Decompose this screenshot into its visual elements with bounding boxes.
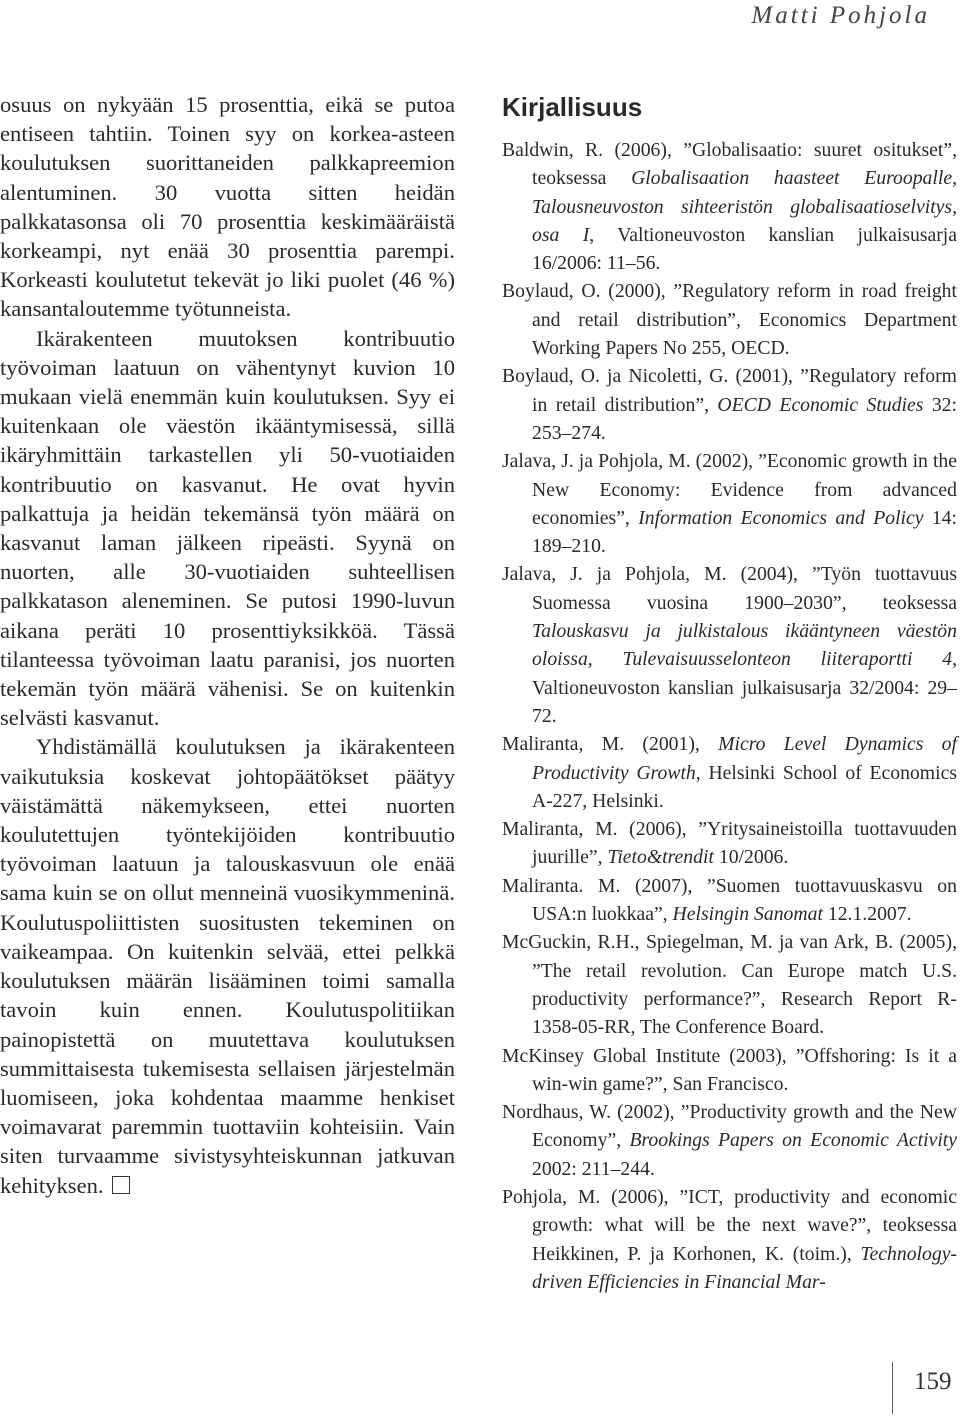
reference-title: Globalisaation haasteet Euroopalle, Talousneuvoston sihteeristön globalisaatioselvitys, osa I (532, 167, 957, 246)
body-text-column (0, 90, 455, 1200)
reference-text: McKinsey Global Institute (2003), ”Offshoring: Is it a win-win game?”, San Francisco. (502, 1044, 957, 1095)
reference-text-end: 32: 253–274. (532, 393, 957, 444)
reference-text: Boylaud, O. ja Nicoletti, G. (2001), ”Regulatory reform in retail distribution”, (502, 365, 957, 416)
reference-item (502, 362, 957, 447)
reference-text: Pohjola, M. (2006), ”ICT, productivity and economic growth: what will be the next wave?”, teoksessa Heikkinen, P. ja Korhonen, K. (toim.), (502, 1185, 957, 1265)
reference-item (502, 872, 957, 929)
running-head: Matti Pohjola (751, 2, 930, 29)
reference-title: Tieto&trendit (607, 846, 714, 869)
reference-item (502, 447, 957, 560)
body-paragraph (0, 732, 455, 1199)
reference-text: Baldwin, R. (2006), ”Globalisaatio: suuret ositukset”, teoksessa (502, 139, 957, 190)
reference-item (502, 1098, 957, 1183)
reference-text-end: , Helsinki School of Economics A-227, Helsinki. (532, 761, 957, 812)
body-paragraph-text: Yhdistämällä koulutuksen ja ikärakenteen vaikutuksia koskevat johtopäätökset päätyy väistämättä näkemykseen, ettei nuorten koulutettujen työntekijöiden kontribuutio työvoiman laatuun ja talouskasvuun ole enää sama kuin se on ollut menneinä vuosikymmeninä. Koulutuspoliittisten suositusten tekeminen on vaikeampaa. On kuitenkin selvää, ettei pelkkä koulutuksen määrän lisääminen toimi samalla tavoin kuin ennen. Koulutuspolitiikan painopistettä on muutettava koulutuksen summittaisesta tukemisesta sellaisen järjestelmän luomiseen, joka kohdentaa maamme henkiset voimavarat paremmin tuottaviin kohteisiin. Vain siten turvaamme sivistysyhteiskunnan jatkuvan kehityksen. (0, 734, 455, 1198)
reference-title: Talouskasvu ja julkistalous ikääntyneen väestön oloissa, Tulevaisuusselonteon liiteraportti 4 (532, 620, 957, 671)
reference-title: OECD Economic Studies (717, 393, 924, 416)
reference-item (502, 560, 957, 730)
reference-text: Jalava, J. ja Pohjola, M. (2002), ”Economic growth in the New Economy: Evidence from advanced economies”, (502, 450, 957, 529)
reference-text: Maliranta, M. (2001), (502, 733, 719, 756)
reference-title: Technology-driven Efficiencies in Financial Mar- (532, 1242, 957, 1293)
reference-title: Brookings Papers on Economic Activity (629, 1129, 957, 1152)
reference-item (502, 277, 957, 362)
reference-text-end: , Valtioneuvoston kanslian julkaisusarja 32/2004: 29–72. (532, 648, 957, 727)
reference-title: Micro Level Dynamics of Productivity Growth (532, 733, 957, 784)
reference-text: Boylaud, O. (2000), ”Regulatory reform in road freight and retail distribution”, Economics Department Working Papers No 255, OECD. (502, 280, 957, 360)
reference-item (502, 136, 957, 277)
reference-text-end: 12.1.2007. (822, 903, 912, 926)
reference-title: Information Economics and Policy (638, 506, 924, 529)
body-paragraph: Ikärakenteen muutoksen kontribuutio työvoiman laatuun on vähentynyt kuvion 10 mukaan vielä enemmän kuin koulutuksen. Syy ei kuitenkaan ole väestön ikääntymisessä, sillä ikäryhmittäin tarkastellen yli 50-vuotiaiden kontribuutio on kasvanut. He ovat hyvin palkattuja ja heidän tekemänsä työn määrä on kasvanut laman jälkeen ripeästi. Syynä on nuorten, alle 30-vuotiaiden suhteellisen palkkatason aleneminen. Se putosi 1990-luvun aikana peräti 10 prosenttiyksikköä. Tässä tilanteessa työvoiman laatu paranisi, jos nuorten tekemän työn määrä vähenisi. Se on kuitenkin selvästi kasvanut. (0, 325, 455, 731)
page-number-divider (892, 1362, 893, 1414)
references-column (502, 90, 957, 1296)
reference-item (502, 815, 957, 872)
reference-text: Maliranta. M. (2007), ”Suomen tuottavuuskasvu on USA:n luokkaa”, (502, 874, 957, 926)
reference-item (502, 928, 957, 1041)
reference-text-end: 14: 189–210. (532, 506, 957, 558)
reference-item (502, 1183, 957, 1296)
reference-title: Helsingin Sanomat (672, 903, 823, 926)
reference-text: Nordhaus, W. (2002), ”Productivity growth and the New Economy”, (502, 1101, 957, 1152)
end-of-article-square-icon (112, 1176, 130, 1194)
reference-text: Maliranta, M. (2006), ”Yritysaineistoilla tuottavuuden juurille”, (502, 818, 957, 869)
reference-text-end: 2002: 211–244. (532, 1157, 655, 1180)
reference-text-end: 10/2006. (713, 846, 789, 869)
page-number: 159 (914, 1368, 952, 1395)
reference-item (502, 730, 957, 815)
references-heading: Kirjallisuus (502, 92, 643, 122)
reference-item (502, 1042, 957, 1099)
body-paragraph: osuus on nykyään 15 prosenttia, eikä se putoa entiseen tahtiin. Toinen syy on korkea-asteen koulutuksen suorittaneiden palkkapreemion alentuminen. 30 vuotta sitten heidän palkkatasonsa oli 70 prosenttia keskimääräistä korkeampi, nyt enää 30 prosenttia parempi. Korkeasti koulutetut tekevät jo liki puolet (46 %) kansantaloutemme työtunneista. (0, 92, 455, 322)
reference-text: McGuckin, R.H., Spiegelman, M. ja van Ark, B. (2005), ”The retail revolution. Can Europe match U.S. productivity performance?”, Research Report R-1358-05-RR, The Conference Board. (502, 931, 957, 1039)
reference-text: Jalava, J. ja Pohjola, M. (2004), ”Työn tuottavuus Suomessa vuosina 1900–2030”, teoksessa (502, 563, 957, 614)
reference-text-end: , Valtioneuvoston kanslian julkaisusarja 16/2006: 11–56. (532, 223, 958, 275)
